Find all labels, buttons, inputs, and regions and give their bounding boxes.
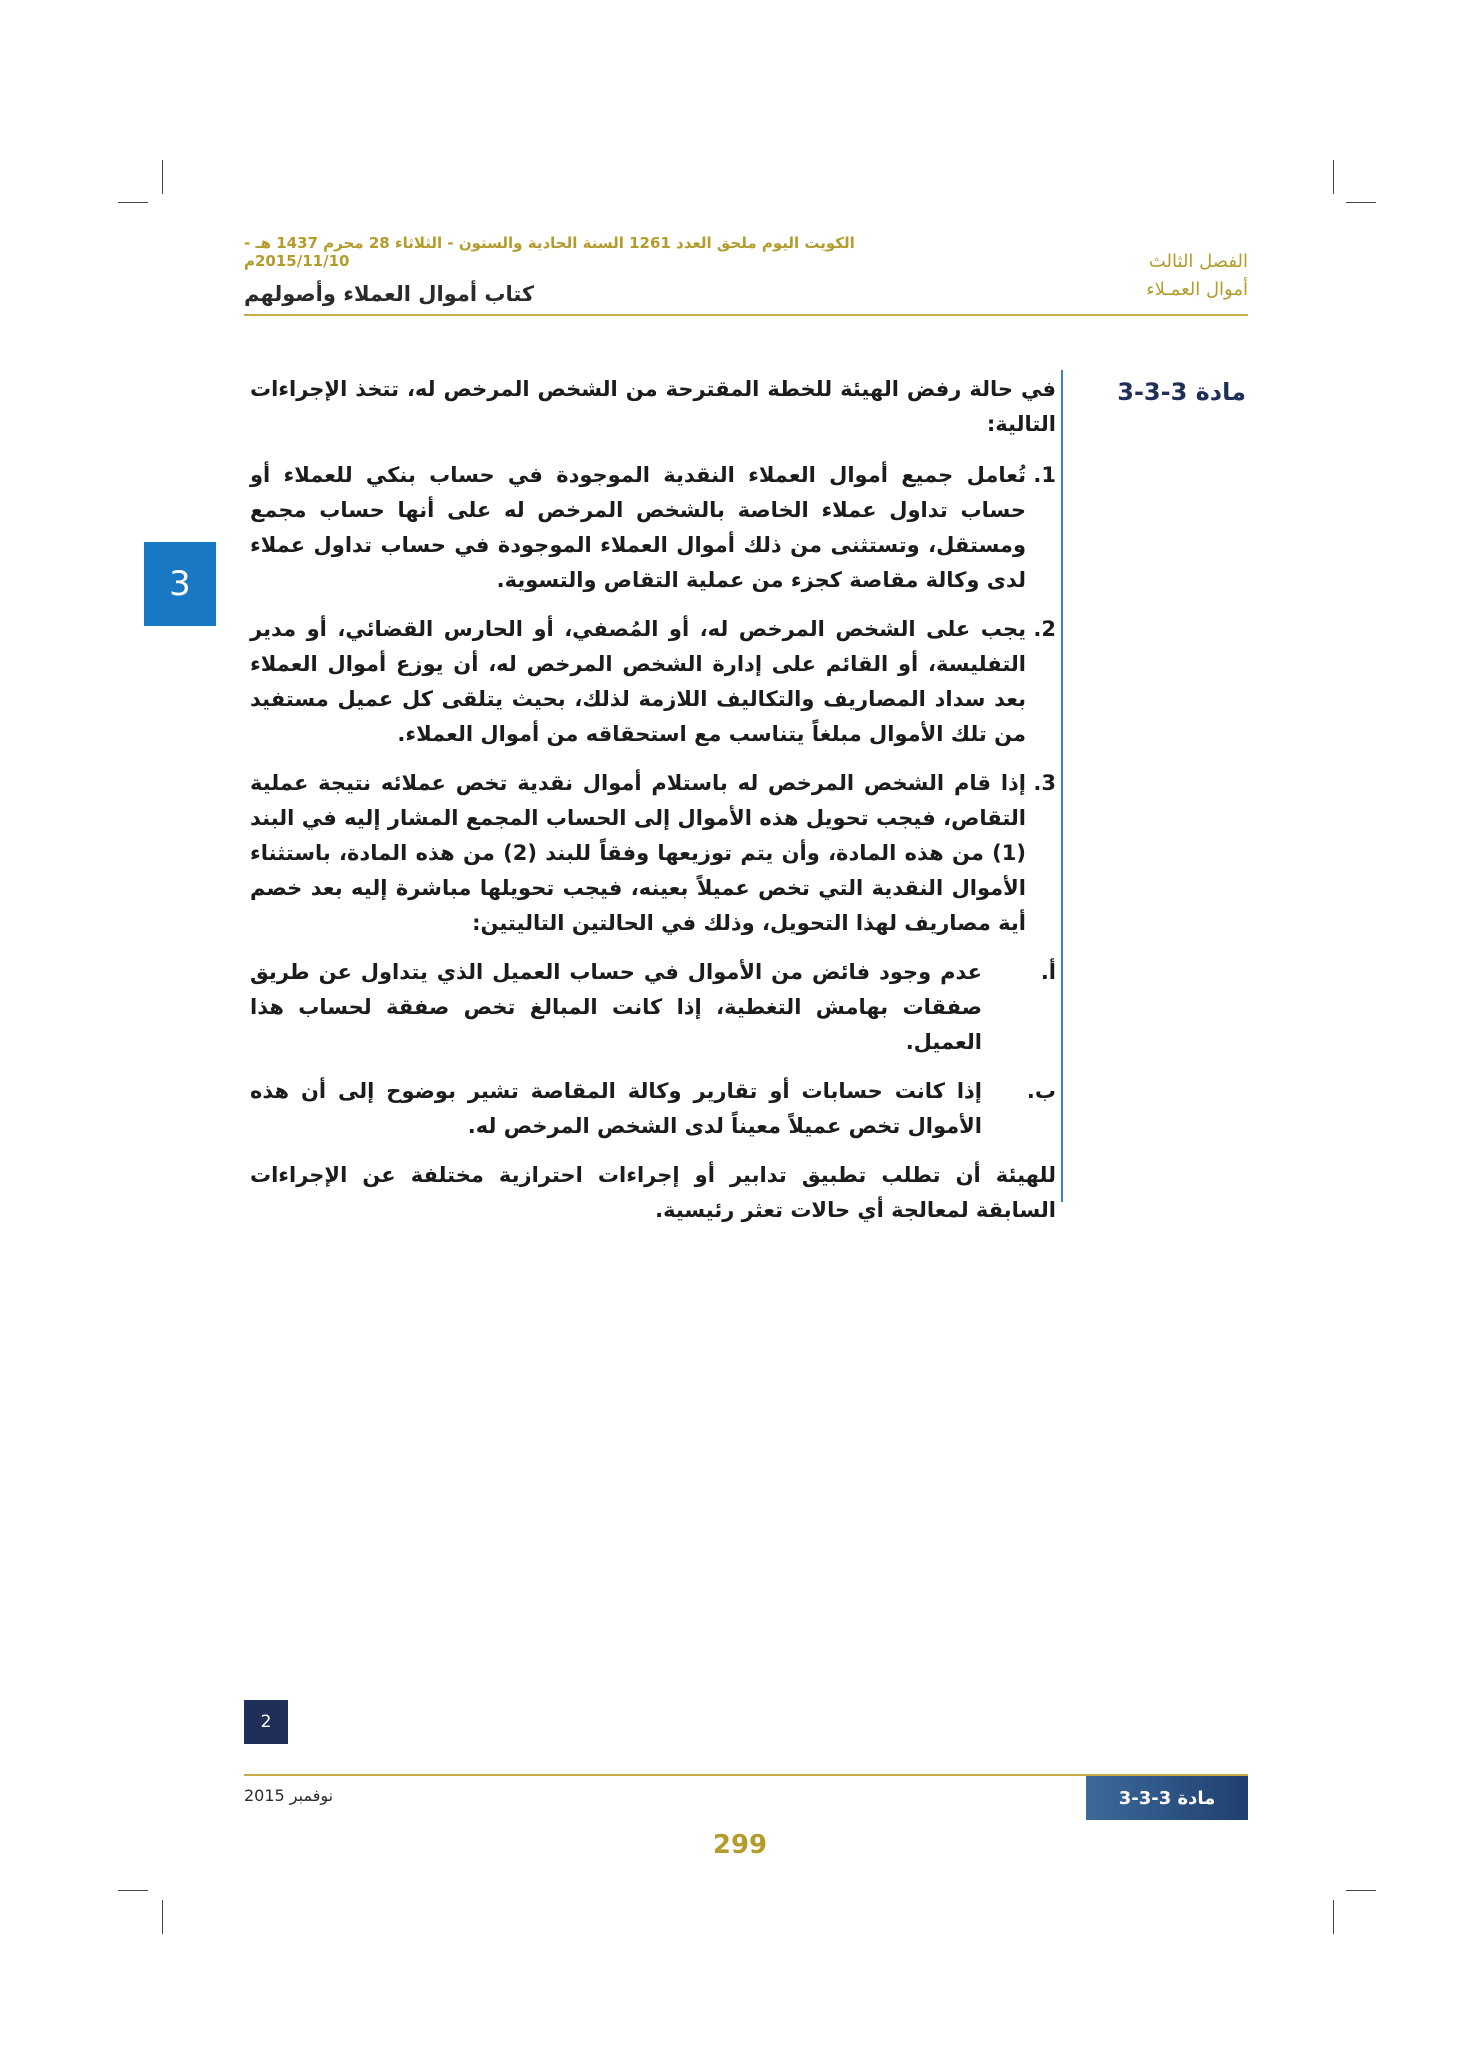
list-item — [250, 458, 1056, 598]
crop-mark — [1346, 1890, 1376, 1891]
sub-item — [250, 955, 1056, 1060]
gazette-line: الكويت اليوم ملحق العدد 1261 السنة الحادية والستون - الثلاثاء 28 محرم 1437 هـ - 2015/11/10م — [244, 234, 855, 270]
crop-mark — [118, 202, 148, 203]
crop-mark — [1333, 160, 1334, 194]
crop-mark — [162, 160, 163, 194]
crop-mark — [118, 1890, 148, 1891]
book-title: كتاب أموال العملاء وأصولهم — [244, 282, 535, 306]
article-title: مادة 3-3-3 — [1117, 378, 1246, 406]
item-number: 2. — [1033, 617, 1056, 641]
page-number: 299 — [712, 1830, 768, 1860]
sub-item — [250, 1074, 1056, 1144]
item-number: 1. — [1033, 463, 1056, 487]
list-item — [250, 766, 1056, 941]
chapter-heading — [1146, 248, 1248, 304]
sub-item-letter: أ. — [1040, 960, 1056, 984]
article-closing: للهيئة أن تطلب تطبيق تدابير أو إجراءات احترازية مختلفة عن الإجراءات السابقة لمعالجة أي حالات تعثر رئيسية. — [250, 1163, 1056, 1222]
footer-article-tag: مادة 3-3-3 — [1086, 1776, 1248, 1820]
item-text: يجب على الشخص المرخص له، أو المُصفي، أو الحارس القضائي، أو مدير التفليسة، أو القائم على إدارة الشخص المرخص له، أن يوزع أموال العملاء بعد سداد المصاريف والتكاليف اللازمة لذلك، بحيث يتلقى كل عميل مستفيد من تلك الأموال مبلغاً يتناسب مع استحقاقه من أموال العملاء. — [250, 617, 1026, 746]
chapter-label: الفصل الثالث — [1148, 251, 1248, 272]
article-divider — [1061, 370, 1063, 1202]
sub-item-text: عدم وجود فائض من الأموال في حساب العميل الذي يتداول عن طريق صفقات بهامش التغطية، إذا كانت المبالغ تخص صفقة لحساب هذا العميل. — [250, 960, 982, 1054]
article-intro: في حالة رفض الهيئة للخطة المقترحة من الشخص المرخص له، تتخذ الإجراءات التالية: — [250, 377, 1056, 436]
section-label: أموال العمـلاء — [1146, 279, 1248, 300]
crop-mark — [162, 1900, 163, 1934]
crop-mark — [1346, 202, 1376, 203]
header-rule — [244, 314, 1248, 316]
list-item — [250, 612, 1056, 752]
article-body — [250, 372, 1056, 1241]
sub-item-letter: ب. — [1026, 1079, 1056, 1103]
chapter-tab: 3 — [144, 542, 216, 626]
crop-mark — [1333, 1900, 1334, 1934]
item-text: تُعامل جميع أموال العملاء النقدية الموجودة في حساب بنكي للعملاء أو حساب تداول عملاء الخاصة بالشخص المرخص له على أنها حساب مجمع ومستقل، وتستثنى من ذلك أموال العملاء الموجودة في حساب تداول عملاء لدى وكالة مقاصة كجزء من عملية التقاص والتسوية. — [250, 463, 1026, 592]
sub-item-text: إذا كانت حسابات أو تقارير وكالة المقاصة تشير بوضوح إلى أن هذه الأموال تخص عميلاً معيناً لدى الشخص المرخص له. — [250, 1079, 982, 1138]
footer-date: نوفمبر 2015 — [244, 1786, 334, 1805]
page-box: 2 — [244, 1700, 288, 1744]
item-number: 3. — [1033, 771, 1056, 795]
item-text: إذا قام الشخص المرخص له باستلام أموال نقدية تخص عملائه نتيجة عملية التقاص، فيجب تحويل هذه الأموال إلى الحساب المجمع المشار إليه في البند (1) من هذه المادة، وأن يتم توزيعها وفقاً للبند (2) من هذه المادة، باستثناء الأموال النقدية التي تخص عميلاً بعينه، فيجب تحويلها مباشرة إليه بعد خصم أية مصاريف لهذا التحويل، وذلك في الحالتين التاليتين: — [250, 771, 1026, 935]
